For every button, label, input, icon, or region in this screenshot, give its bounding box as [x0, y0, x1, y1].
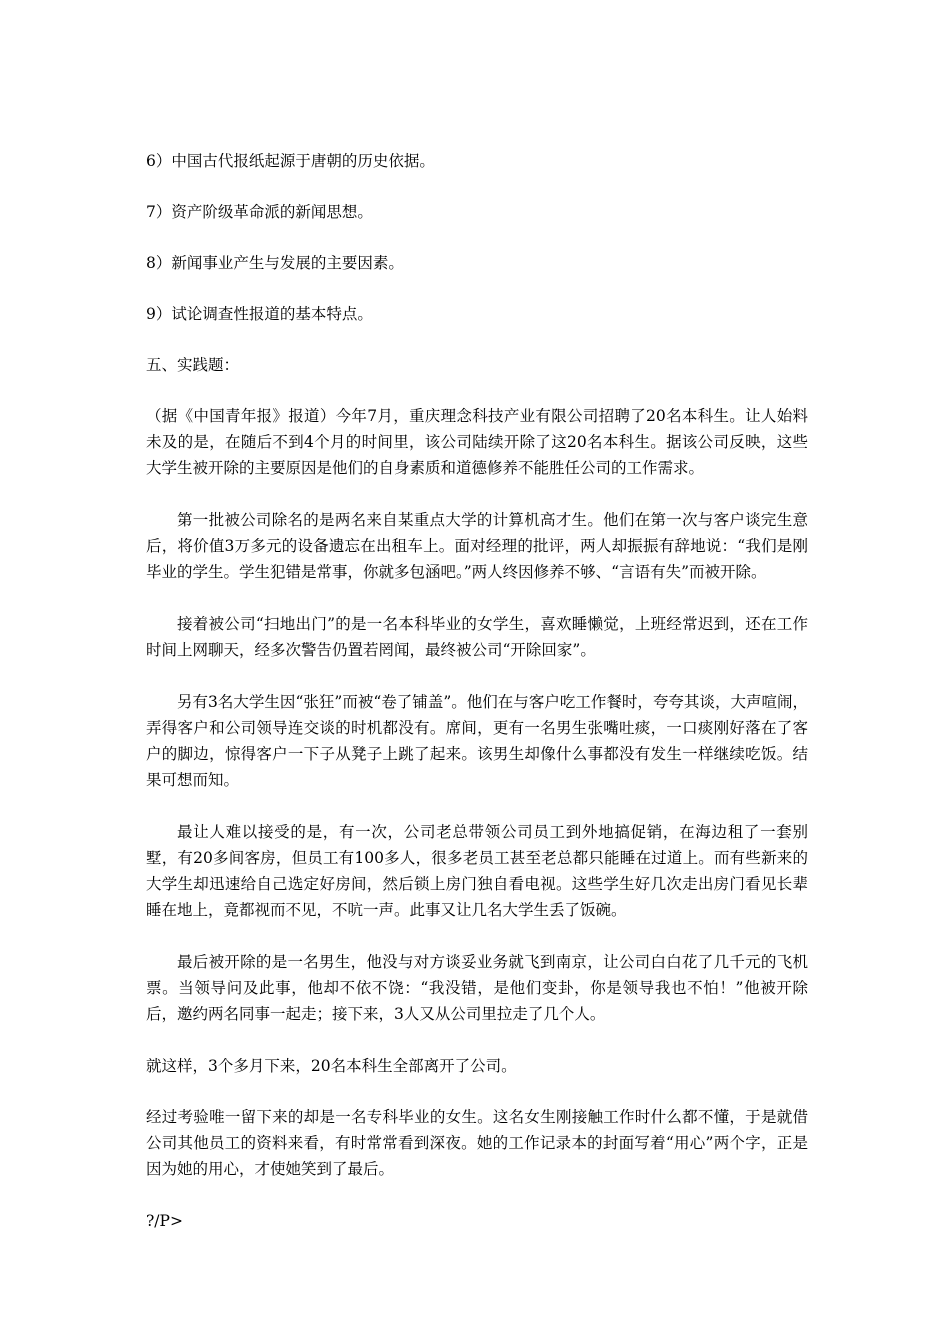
story-paragraph-3: 另有3名大学生因“张狂”而被“卷了铺盖”。他们在与客户吃工作餐时，夸夸其谈，大声喧闹，弄得客户和公司领导连交谈的时机都没有。席间，更有一名男生张嘴吐痰，一口痰刚好落在了客户的脚边，惊得客户一下子从凳子上跳了起来。该男生却像什么事都没有发生一样继续吃饭。结果可想而知。 [146, 693, 808, 789]
question-9: 9）试论调查性报道的基本特点。 [146, 305, 373, 323]
trailing-artifact: ?/P> [146, 1212, 183, 1230]
summary-paragraph: 就这样，3个多月下来，20名本科生全部离开了公司。 [146, 1057, 517, 1075]
question-6: 6）中国古代报纸起源于唐朝的历史依据。 [146, 152, 435, 170]
document-body [146, 148, 808, 1259]
section-heading: 五、实践题： [146, 356, 240, 374]
conclusion-paragraph: 经过考验唯一留下来的却是一名专科毕业的女生。这名女生刚接触工作时什么都不懂，于是就借公司其他员工的资料来看，有时常常看到深夜。她的工作记录本的封面写着“用心”两个字，正是因为她的用心，才使她笑到了最后。 [146, 1108, 808, 1178]
intro-paragraph: （据《中国青年报》报道）今年7月，重庆理念科技产业有限公司招聘了20名本科生。让人始料未及的是，在随后不到4个月的时间里，该公司陆续开除了这20名本科生。据该公司反映，这些大学生被开除的主要原因是他们的自身素质和道德修养不能胜任公司的工作需求。 [146, 407, 808, 477]
story-paragraph-2: 接着被公司“扫地出门”的是一名本科毕业的女学生，喜欢睡懒觉，上班经常迟到，还在工作时间上网聊天，经多次警告仍置若罔闻，最终被公司“开除回家”。 [146, 615, 808, 659]
story-paragraph-5: 最后被开除的是一名男生，他没与对方谈妥业务就飞到南京，让公司白白花了几千元的飞机票。当领导问及此事，他却不依不饶：“我没错，是他们变卦，你是领导我也不怕！”他被开除后，邀约两名同事一起走；接下来，3人又从公司里拉走了几个人。 [146, 953, 808, 1023]
question-8: 8）新闻事业产生与发展的主要因素。 [146, 254, 404, 272]
story-paragraph-4: 最让人难以接受的是，有一次，公司老总带领公司员工到外地搞促销，在海边租了一套别墅，有20多间客房，但员工有100多人，很多老员工甚至老总都只能睡在过道上。而有些新来的大学生却迅速给自己选定好房间，然后锁上房门独自看电视。这些学生好几次走出房门看见长辈睡在地上，竟都视而不见，不吭一声。此事又让几名大学生丢了饭碗。 [146, 823, 808, 919]
question-7: 7）资产阶级革命派的新闻思想。 [146, 203, 373, 221]
story-paragraph-1: 第一批被公司除名的是两名来自某重点大学的计算机高才生。他们在第一次与客户谈完生意后，将价值3万多元的设备遗忘在出租车上。面对经理的批评，两人却振振有辞地说：“我们是刚毕业的学生。学生犯错是常事，你就多包涵吧。”两人终因修养不够、“言语有失”而被开除。 [146, 511, 808, 581]
